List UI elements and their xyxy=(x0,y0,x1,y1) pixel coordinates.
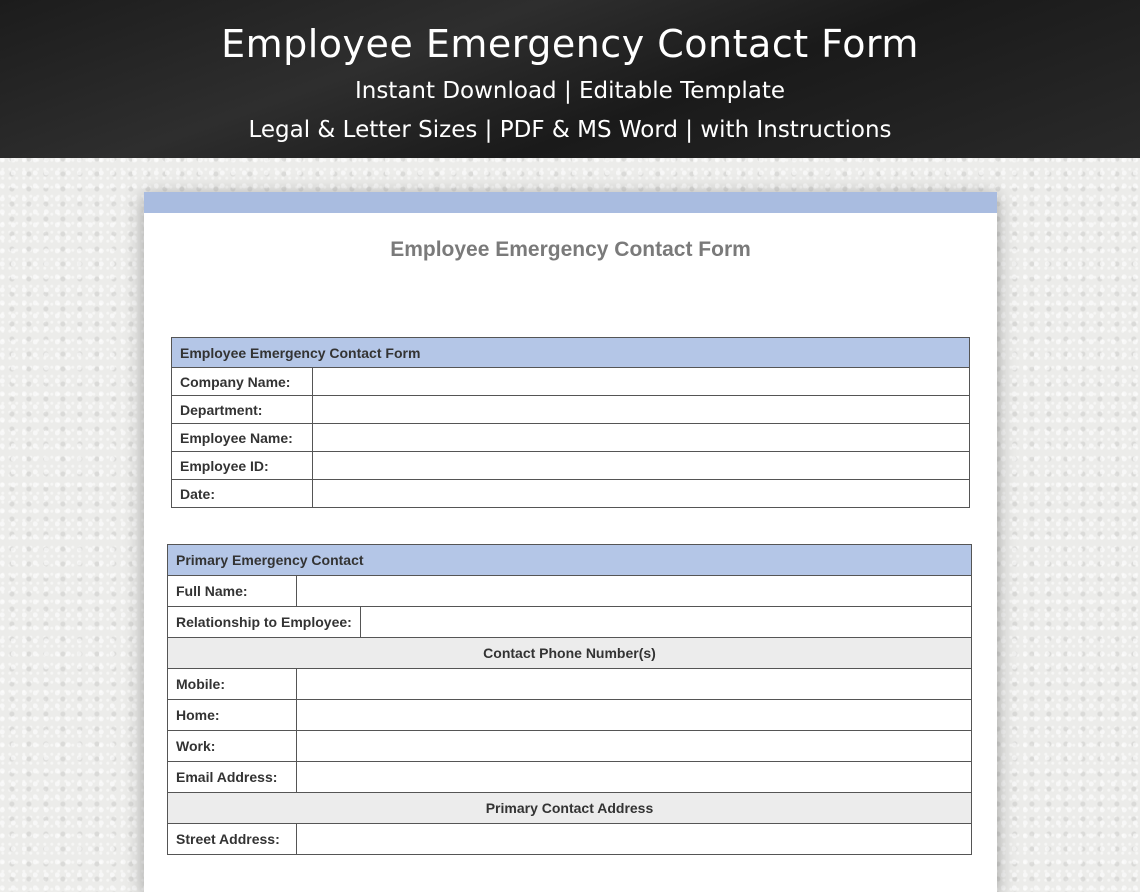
employee-info-table xyxy=(171,337,970,508)
company-name-field[interactable] xyxy=(313,368,970,396)
mobile-label: Mobile: xyxy=(168,669,297,700)
table-row xyxy=(168,669,972,700)
employee-name-label: Employee Name: xyxy=(172,424,313,452)
work-field[interactable] xyxy=(296,731,971,762)
address-subheader: Primary Contact Address xyxy=(168,793,972,824)
table-row xyxy=(172,396,970,424)
form-sheet xyxy=(144,192,997,892)
department-field[interactable] xyxy=(313,396,970,424)
table-row xyxy=(168,576,972,607)
company-name-label: Company Name: xyxy=(172,368,313,396)
email-field[interactable] xyxy=(296,762,971,793)
table-row xyxy=(168,731,972,762)
home-field[interactable] xyxy=(296,700,971,731)
table-row xyxy=(168,607,972,638)
sheet-top-bar xyxy=(144,192,997,213)
employee-name-field[interactable] xyxy=(313,424,970,452)
banner-subtitle-1: Instant Download | Editable Template xyxy=(354,78,786,104)
employee-id-label: Employee ID: xyxy=(172,452,313,480)
department-label: Department: xyxy=(172,396,313,424)
full-name-field[interactable] xyxy=(296,576,971,607)
street-address-label: Street Address: xyxy=(168,824,297,855)
promo-banner xyxy=(0,0,1140,158)
table-row xyxy=(172,424,970,452)
employee-id-field[interactable] xyxy=(313,452,970,480)
employee-section-header: Employee Emergency Contact Form xyxy=(172,338,970,368)
table-row xyxy=(168,762,972,793)
document-title: Employee Emergency Contact Form xyxy=(390,238,751,261)
work-label: Work: xyxy=(168,731,297,762)
table-row xyxy=(168,824,972,855)
banner-subtitle-2: Legal & Letter Sizes | PDF & MS Word | with Instructions xyxy=(248,117,892,143)
banner-title: Employee Emergency Contact Form xyxy=(221,22,919,66)
street-address-field[interactable] xyxy=(296,824,971,855)
phone-numbers-subheader: Contact Phone Number(s) xyxy=(168,638,972,669)
table-row xyxy=(172,452,970,480)
mobile-field[interactable] xyxy=(296,669,971,700)
primary-contact-header: Primary Emergency Contact xyxy=(168,545,972,576)
full-name-label: Full Name: xyxy=(168,576,297,607)
primary-contact-table xyxy=(167,544,972,855)
date-label: Date: xyxy=(172,480,313,508)
relationship-field[interactable] xyxy=(360,607,971,638)
email-label: Email Address: xyxy=(168,762,297,793)
relationship-label: Relationship to Employee: xyxy=(168,607,361,638)
home-label: Home: xyxy=(168,700,297,731)
table-row xyxy=(172,480,970,508)
table-row xyxy=(168,700,972,731)
date-field[interactable] xyxy=(313,480,970,508)
table-row xyxy=(172,368,970,396)
